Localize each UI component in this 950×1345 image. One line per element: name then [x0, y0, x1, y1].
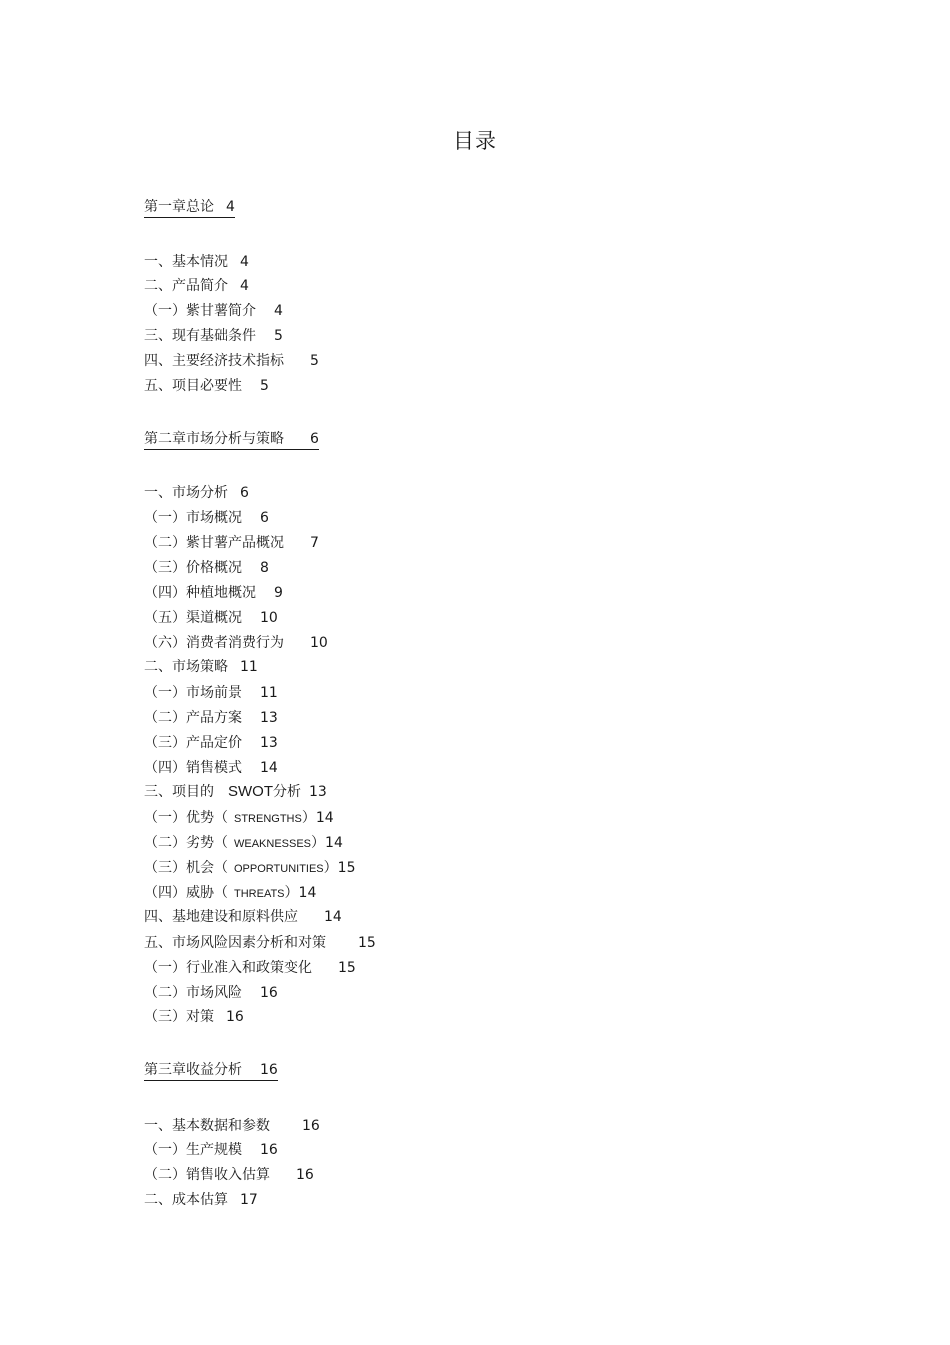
toc-entry-page: 15 — [338, 960, 356, 976]
swot-term: STRENGTHS — [234, 813, 302, 825]
toc-entry-page: 5 — [260, 378, 269, 394]
toc-entry-page: 14 — [298, 885, 317, 901]
toc-entry-page: 16 — [260, 1142, 278, 1158]
toc-entry-label: （二）紫甘薯产品概况 — [144, 535, 284, 551]
toc-entry-label: 一、市场分析 — [144, 485, 228, 501]
toc-entry-page: 13 — [260, 735, 278, 751]
toc-entry[interactable] — [144, 533, 319, 553]
toc-chapter-1-label: 第一章总论 — [144, 199, 214, 215]
toc-entry[interactable] — [144, 608, 278, 628]
toc-entry[interactable] — [144, 583, 283, 603]
toc-entry-page: 5 — [274, 328, 283, 344]
toc-entry-page: 10 — [260, 610, 278, 626]
toc-entry-page: 16 — [226, 1009, 244, 1025]
toc-entry[interactable] — [144, 958, 356, 978]
toc-entry[interactable] — [144, 1165, 314, 1185]
toc-entry-page: 15 — [358, 935, 376, 951]
toc-entry-page: 16 — [260, 985, 278, 1001]
toc-entry[interactable] — [144, 883, 316, 903]
toc-chapter-3-label: 第三章收益分析 — [144, 1062, 242, 1078]
toc-entry-label: （一）紫甘薯简介 — [144, 303, 256, 319]
toc-entry-label: （三）产品定价 — [144, 735, 242, 751]
toc-chapter-3[interactable] — [144, 1061, 278, 1081]
toc-entry-page: 11 — [240, 659, 258, 675]
swot-term: WEAKNESSES — [234, 838, 312, 850]
toc-entry-page: 6 — [240, 485, 249, 501]
toc-entry-label: 五、项目必要性 — [144, 378, 242, 394]
toc-entry-label: 四、基地建设和原料供应 — [144, 909, 298, 925]
toc-entry[interactable] — [144, 508, 269, 528]
toc-entry[interactable] — [144, 326, 283, 346]
toc-chapter-2-page: 6 — [310, 431, 319, 447]
toc-entry[interactable] — [144, 483, 249, 503]
toc-entry-label: （二）市场风险 — [144, 985, 242, 1001]
toc-entry-label: 二、市场策略 — [144, 659, 228, 675]
toc-entry-label: 三、现有基础条件 — [144, 328, 256, 344]
toc-entry-label: 四、主要经济技术指标 — [144, 353, 284, 369]
toc-entry-label-suffix: ） — [301, 810, 316, 826]
toc-entry-label: （一）生产规模 — [144, 1142, 242, 1158]
toc-entry-page: 6 — [260, 510, 269, 526]
toc-entry-label: （四）销售模式 — [144, 760, 242, 776]
toc-entry-label: （一）市场概况 — [144, 510, 242, 526]
toc-entry-page: 9 — [274, 585, 283, 601]
toc-entry[interactable] — [144, 1190, 258, 1210]
toc-entry-page: 5 — [310, 353, 319, 369]
toc-chapter-2[interactable] — [144, 430, 319, 450]
toc-entry-page: 16 — [302, 1118, 320, 1134]
toc-entry[interactable] — [144, 1007, 244, 1027]
toc-entry[interactable] — [144, 633, 328, 653]
toc-entry-page: 13 — [309, 784, 327, 800]
toc-entry-label: （六）消费者消费行为 — [144, 635, 284, 651]
toc-entry-label: 一、基本情况 — [144, 254, 228, 270]
toc-entry-page: 11 — [260, 685, 278, 701]
toc-entry[interactable] — [144, 983, 278, 1003]
toc-entry-label: 五、市场风险因素分析和对策 — [144, 935, 326, 951]
swot-term: THREATS — [234, 888, 285, 900]
toc-entry-label-suffix: 分析 — [273, 784, 301, 800]
toc-chapter-1[interactable] — [144, 198, 235, 218]
toc-entry-page: 14 — [260, 760, 278, 776]
toc-entry-label: 二、成本估算 — [144, 1192, 228, 1208]
toc-entry[interactable] — [144, 858, 355, 878]
toc-entry-label: （一）市场前景 — [144, 685, 242, 701]
toc-entry[interactable] — [144, 252, 249, 272]
toc-entry[interactable] — [144, 708, 278, 728]
toc-entry-label: （三）机会（ — [144, 860, 228, 876]
toc-entry-page: 15 — [337, 860, 356, 876]
toc-entry-label: （四）种植地概况 — [144, 585, 256, 601]
toc-entry[interactable] — [144, 558, 269, 578]
toc-entry[interactable] — [144, 1140, 278, 1160]
toc-entry-page: 14 — [315, 810, 334, 826]
toc-entry[interactable] — [144, 907, 342, 927]
toc-entry-label-suffix: ） — [284, 885, 299, 901]
toc-entry[interactable] — [144, 733, 278, 753]
toc-chapter-2-label: 第二章市场分析与策略 — [144, 431, 284, 447]
toc-entry[interactable] — [144, 657, 258, 677]
toc-entry-page: 8 — [260, 560, 269, 576]
toc-entry-page: 4 — [274, 303, 283, 319]
toc-entry-label: （三）价格概况 — [144, 560, 242, 576]
toc-entry-label: （二）劣势（ — [144, 835, 228, 851]
toc-entry-swot[interactable] — [144, 782, 327, 802]
toc-entry[interactable] — [144, 808, 334, 828]
swot-term: SWOT — [228, 783, 273, 800]
toc-entry-label: （五）渠道概况 — [144, 610, 242, 626]
toc-entry-label: （二）产品方案 — [144, 710, 242, 726]
toc-chapter-1-page: 4 — [226, 199, 235, 215]
toc-entry[interactable] — [144, 933, 376, 953]
toc-entry[interactable] — [144, 833, 343, 853]
toc-entry-label: 三、项目的 — [144, 784, 214, 800]
toc-entry-page: 10 — [310, 635, 328, 651]
toc-entry-label: （三）对策 — [144, 1009, 214, 1025]
toc-entry-page: 7 — [310, 535, 319, 551]
toc-entry-label: （四）威胁（ — [144, 885, 228, 901]
toc-entry[interactable] — [144, 683, 278, 703]
toc-entry-label-suffix: ） — [311, 835, 326, 851]
toc-entry[interactable] — [144, 276, 249, 296]
toc-entry-page: 14 — [325, 835, 343, 851]
toc-entry[interactable] — [144, 1116, 320, 1136]
toc-entry[interactable] — [144, 351, 319, 371]
toc-entry-page: 4 — [240, 254, 249, 270]
toc-entry-page: 4 — [240, 278, 249, 294]
toc-entry-label: （一）优势（ — [144, 810, 228, 826]
toc-entry-label: （一）行业准入和政策变化 — [144, 960, 312, 976]
page-title: 目录 — [453, 129, 497, 153]
toc-entry-label: 二、产品简介 — [144, 278, 228, 294]
toc-entry[interactable] — [144, 301, 283, 321]
toc-entry[interactable] — [144, 376, 269, 396]
toc-entry-page: 14 — [324, 909, 342, 925]
toc-entry-page: 13 — [260, 710, 278, 726]
swot-term: OPPORTUNITIES — [234, 863, 324, 875]
toc-entry-page: 16 — [296, 1167, 314, 1183]
toc-chapter-3-page: 16 — [260, 1062, 278, 1078]
toc-entry-label-suffix: ） — [323, 860, 338, 876]
toc-entry-page: 17 — [240, 1192, 258, 1208]
toc-entry-label: （二）销售收入估算 — [144, 1167, 270, 1183]
toc-entry-label: 一、基本数据和参数 — [144, 1118, 270, 1134]
toc-entry[interactable] — [144, 758, 278, 778]
